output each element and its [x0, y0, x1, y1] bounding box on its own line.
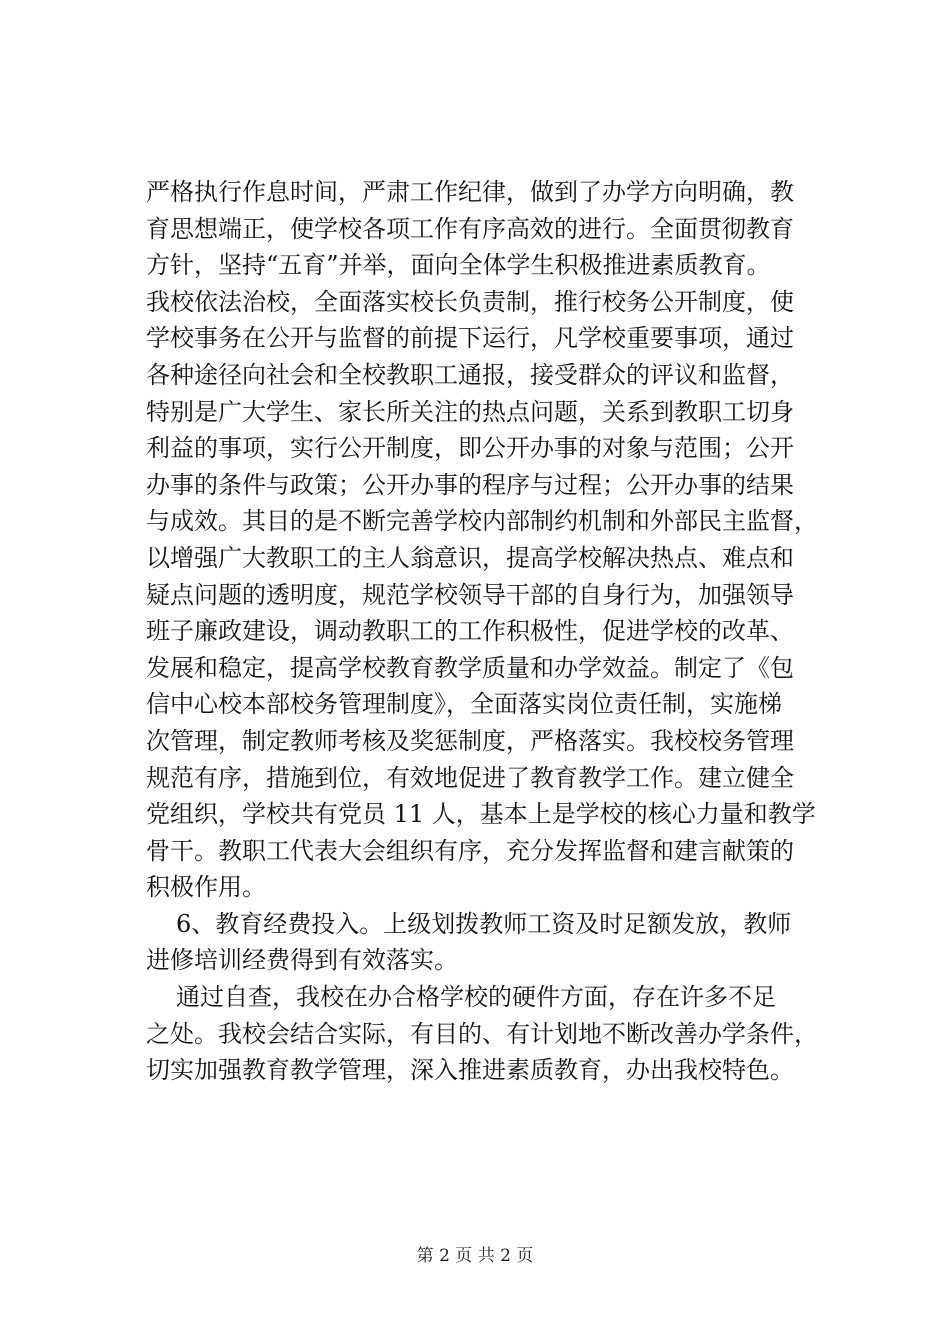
text-line: 班子廉政建设，调动教职工的工作积极性，促进学校的改革、: [146, 617, 794, 646]
text-line: 信中心校本部校务管理制度》，全面落实岗位责任制，实施梯: [146, 690, 782, 719]
text-line: 骨干。教职工代表大会组织有序，充分发挥监督和建言献策的: [146, 836, 794, 865]
text-line: 我校依法治校，全面落实校长负责制，推行校务公开制度，使: [146, 287, 794, 316]
page-number-label: 第 2 页 共 2 页: [416, 1246, 534, 1266]
text-line: 方针，坚持“五育”并举，面向全体学生积极推进素质教育。: [146, 251, 771, 280]
text-line: 切实加强教育教学管理，深入推进素质教育，办出我校特色。: [146, 1056, 794, 1085]
paragraph-first-line: 通过自查，我校在办合格学校的硬件方面，存在许多不足: [176, 983, 776, 1012]
text-line: 学校事务在公开与监督的前提下运行，凡学校重要事项，通过: [146, 324, 794, 353]
text-line: 办事的条件与政策；公开办事的程序与过程；公开办事的结果: [146, 470, 794, 499]
text-line: 党组织，学校共有党员 11 人，基本上是学校的核心力量和教学: [146, 800, 816, 829]
text-line: 以增强广大教职工的主人翁意识，提高学校解决热点、难点和: [146, 543, 794, 572]
text-line: 积极作用。: [146, 873, 266, 902]
page-footer: [0, 1245, 950, 1267]
text-line: 特别是广大学生、家长所关注的热点问题，关系到教职工切身: [146, 397, 794, 426]
text-line: 育思想端正，使学校各项工作有序高效的进行。全面贯彻教育: [146, 214, 794, 243]
text-line: 规范有序，措施到位，有效地促进了教育教学工作。建立健全: [146, 763, 794, 792]
text-line: 利益的事项，实行公开制度，即公开办事的对象与范围；公开: [146, 434, 794, 463]
text-line: 次管理，制定教师考核及奖惩制度，严格落实。我校校务管理: [146, 726, 794, 755]
document-body: [146, 174, 846, 1089]
text-line: 疑点问题的透明度，规范学校领导干部的自身行为，加强领导: [146, 580, 794, 609]
text-line: 发展和稳定，提高学校教育教学质量和办学效益。制定了《包: [146, 653, 794, 682]
paragraph-first-line: 6、教育经费投入。上级划拨教师工资及时足额发放，教师: [176, 909, 792, 938]
text-line: 各种途径向社会和全校教职工通报，接受群众的评议和监督，: [146, 360, 794, 389]
text-line: 进修培训经费得到有效落实。: [146, 946, 458, 975]
text-line: 与成效。其目的是不断完善学校内部制约机制和外部民主监督，: [146, 507, 818, 536]
text-line: 严格执行作息时间，严肃工作纪律，做到了办学方向明确，教: [146, 178, 794, 206]
text-line: 之处。我校会结合实际，有目的、有计划地不断改善办学条件，: [146, 1019, 818, 1048]
